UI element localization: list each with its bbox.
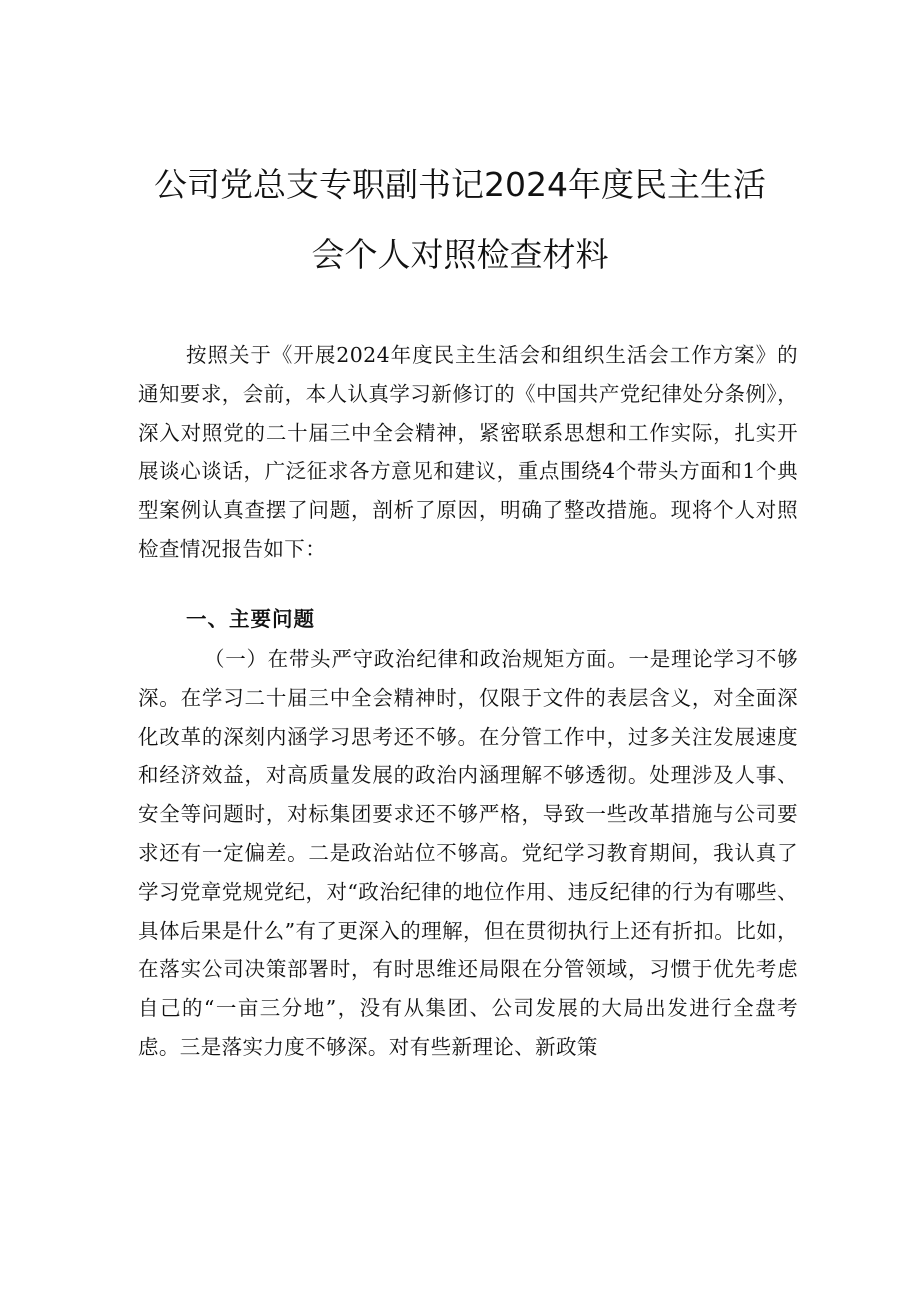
section-paragraph: （一）在带头严守政治纪律和政治规矩方面。一是理论学习不够深。在学习二十届三中全会精神时，仅限于文件的表层含义，对全面深化改革的深刻内涵学习思考还不够。在分管工作中，过多关注发展速度和经济效益，对高质量发展的政治内涵理解不够透彻。处理涉及人事、安全等问题时，对标集团要求还不够严格，导致一些改革措施与公司要求还有一定偏差。二是政治站位不够高。党纪学习教育期间，我认真了学习党章党规党纪，对“政治纪律的地位作用、违反纪律的行为有哪些、具体后果是什么”有了更深入的理解，但在贯彻执行上还有折扣。比如，在落实公司决策部署时，有时思维还局限在分管领域，习惯于优先考虑自己的“一亩三分地”，没有从集团、公司发展的大局出发进行全盘考虑。三是落实力度不够深。对有些新理论、新政策 <box>138 647 798 1059</box>
document-title-line-2: 会个人对照检查材料 <box>311 235 609 274</box>
intro-paragraph: 按照关于《开展2024年度民主生活会和组织生活会工作方案》的通知要求，会前，本人认真学习新修订的《中国共产党纪律处分条例》，深入对照党的二十届三中全会精神，紧密联系思想和工作实际，扎实开展谈心谈话，广泛征求各方意见和建议，重点围绕4个带头方面和1个典型案例认真查摆了问题，剖析了原因，明确了整改措施。现将个人对照检查情况报告如下： <box>138 343 798 561</box>
document-title-line-1: 公司党总支专职副书记2024年度民主生活 <box>154 165 766 204</box>
section-heading: 一、主要问题 <box>186 607 315 631</box>
